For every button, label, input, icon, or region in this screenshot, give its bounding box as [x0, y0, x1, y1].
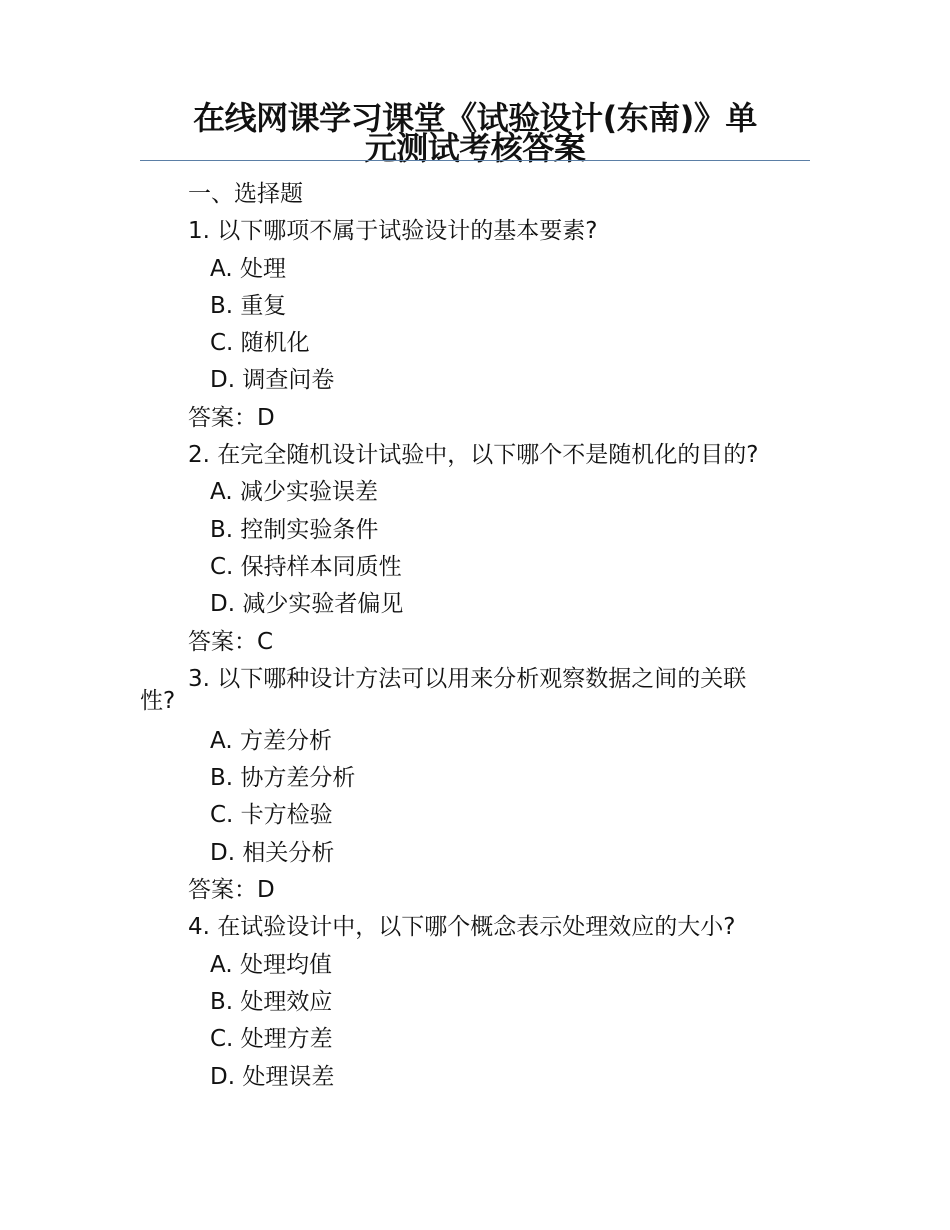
title-line-2: 元测试考核答案 — [364, 129, 586, 167]
question-2 — [0, 437, 950, 661]
question-text-line-1: 3. 以下哪种设计方法可以用来分析观察数据之间的关联 — [188, 665, 747, 692]
question-1 — [0, 213, 950, 437]
document-title — [140, 99, 810, 167]
question-text: 1. 以下哪项不属于试验设计的基本要素? — [188, 218, 598, 245]
option-a: A. 方差分析 — [210, 727, 332, 754]
answer-text: 答案：D — [188, 877, 275, 904]
option-d: D. 调查问卷 — [210, 367, 335, 394]
question-text-line-2: 性? — [140, 687, 176, 714]
question-4 — [0, 909, 950, 1095]
title-line-1: 在线网课学习课堂《试验设计(东南)》单 — [193, 99, 757, 137]
option-b: B. 处理效应 — [210, 988, 333, 1015]
question-text — [0, 661, 950, 723]
question-text: 4. 在试验设计中，以下哪个概念表示处理效应的大小? — [188, 914, 736, 941]
title-underline — [140, 160, 810, 161]
option-a: A. 处理 — [210, 255, 286, 282]
option-d: D. 处理误差 — [210, 1063, 335, 1090]
option-a: A. 处理均值 — [210, 951, 332, 978]
option-c: C. 随机化 — [210, 330, 310, 357]
question-text: 2. 在完全随机设计试验中，以下哪个不是随机化的目的? — [188, 442, 759, 469]
option-d: D. 相关分析 — [210, 839, 335, 866]
option-b: B. 控制实验条件 — [210, 516, 379, 543]
question-3 — [0, 661, 950, 909]
section-heading: 一、选择题 — [188, 181, 303, 207]
option-b: B. 协方差分析 — [210, 765, 356, 792]
option-b: B. 重复 — [210, 292, 287, 319]
option-a: A. 减少实验误差 — [210, 479, 378, 506]
option-c: C. 保持样本同质性 — [210, 553, 402, 580]
document-body — [0, 176, 950, 1096]
answer-text: 答案：D — [188, 404, 275, 431]
option-c: C. 处理方差 — [210, 1026, 333, 1053]
answer-text: 答案：C — [188, 628, 274, 655]
option-d: D. 减少实验者偏见 — [210, 591, 404, 618]
option-c: C. 卡方检验 — [210, 802, 333, 829]
